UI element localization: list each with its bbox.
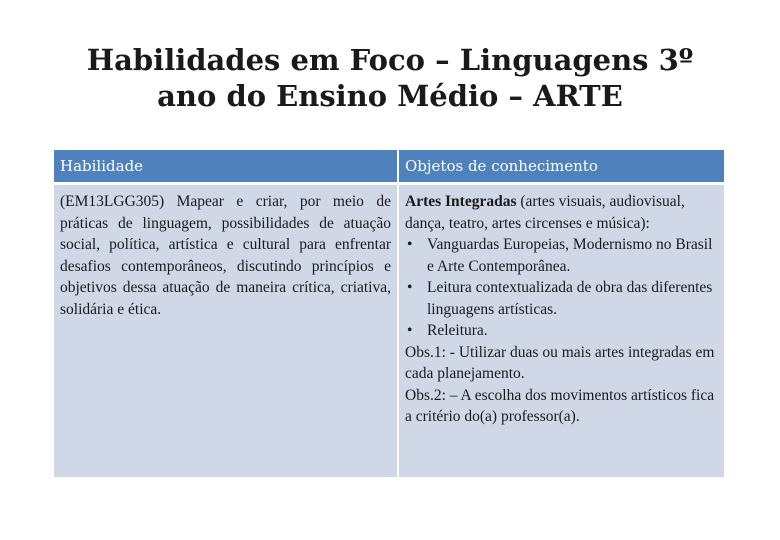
cell-objetos: [398, 184, 724, 478]
bullet-text: Releitura.: [427, 322, 488, 339]
skills-table: [54, 150, 724, 477]
bullet-icon: •: [407, 236, 413, 253]
bullet-icon: •: [407, 322, 413, 339]
slide-title-line-2: ano do Ensino Médio – ARTE: [157, 79, 623, 113]
objetos-intro: [405, 191, 718, 234]
list-item: [405, 234, 718, 277]
objetos-intro-rest: (artes visuais, audiovisual, dança, teatro, artes circenses e música):: [405, 193, 685, 232]
table-row: [54, 184, 724, 478]
header-habilidade: Habilidade: [54, 150, 398, 184]
header-objetos: Objetos de conhecimento: [398, 150, 724, 184]
bullet-text: Vanguardas Europeias, Modernismo no Brasil e Arte Contemporânea.: [427, 236, 713, 275]
list-item: [405, 277, 718, 320]
slide-title: [40, 42, 740, 114]
obs-1: Obs.1: - Utilizar duas ou mais artes integradas em cada planejamento.: [405, 343, 715, 382]
skills-table-container: [54, 150, 724, 477]
slide-title-line-1: Habilidades em Foco – Linguagens 3º: [86, 43, 694, 77]
cell-habilidade: [54, 184, 398, 478]
obs-2: Obs.2: – A escolha dos movimentos artísticos fica a critério do(a) professor(a).: [405, 386, 715, 425]
habilidade-text: (EM13LGG305) Mapear e criar, por meio de práticas de linguagem, possibilidades de atuação social, política, artística e cultural para enfrentar desafios contemporâneos, discutindo princípios e objetivos dessa atuação de maneira crítica, criativa, solidária e ética.: [60, 193, 391, 318]
objetos-intro-bold: Artes Integradas: [405, 193, 517, 210]
list-item: [405, 320, 718, 342]
bullet-icon: •: [407, 279, 413, 296]
table-header-row: [54, 150, 724, 184]
bullet-text: Leitura contextualizada de obra das diferentes linguagens artísticas.: [427, 279, 713, 318]
